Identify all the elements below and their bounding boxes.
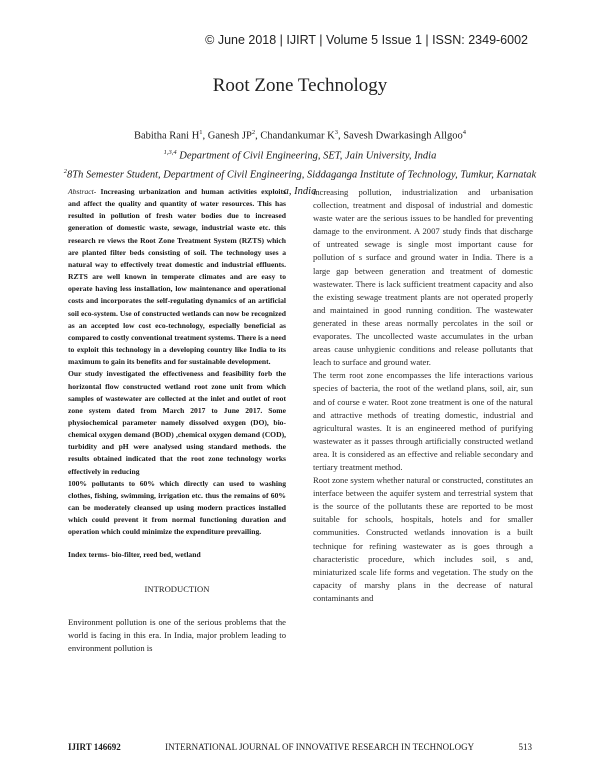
paper-title: Root Zone Technology (212, 75, 388, 96)
author-name: Savesh Dwarkasingh Allgoo (343, 130, 463, 142)
abstract-paragraph-1: Abstract- Increasing urbanization and human activities exploits and affect the quality and quantity of water resources. This has resulted in pollution of fresh water bodies due to increased generation of domestic waste, sewage, industrial waste etc. this research re views the Root Zone Treatment System (RZTS) which are planted filter beds consisting of soil. The technology uses a natural way to effectively treat domestic and industrial effluents. RZTS are well known in temperate climates and are easy to operate having less installation, low maintenance and operational costs and incorporates the self-regulating dynamics of an artificial soil eco-system. Use of constructed wetlands can now be recognized as an accepted low cost eco-technology, especially beneficial as compared to costly conventional treatment systems. There is a need to exploit this technology in a developing country like India to its maximum to gain its benefits and for sustainable development. (68, 187, 286, 367)
introduction-paragraph: Environment pollution is one of the serious problems that the world is facing in this era. In India, major problem leading to environment pollution is (68, 616, 286, 653)
abstract-paragraph-2: Our study investigated the effectiveness and feasibility forb the horizontal flow constructed wetland root zone unit from which samples of wastewater are collected at the inlet and outlet of root zone system dated from March 2017 to June 2017. Some physiochemical parameter namely dissolved oxygen (DO), bio-chemical oxygen demand (BOD) ,chemical oxygen demand (COD), turbidity and pH were analysed using standard methods. the results obtained indicated that the root zone technology works effectively in reducing (68, 369, 286, 476)
page-footer (68, 742, 532, 752)
body-paragraph-1: increasing pollution, industrialization and urbanisation collection, treatment and disposal of industrial and domestic waste water are the serious issues to be handled for preventing damage to the environment. A 2007 study finds that discharge of untreated sewage is single most important cause for pollution of s surface and ground water in India. There is a large gap between generation and treatment of domestic wastewater. There is lack sufficient treatment capacity and also the existing sewage treatment plants are not operated properly and maintained in good running condition. The wastewater generated in these areas normally percolates in the soil or evaporates. The uncollected waste accumulates in the urban areas cause unhygienic conditions and release pollutants that leach to surface and ground water. (313, 187, 533, 368)
author-name: Babitha Rani H (133, 130, 200, 142)
left-column (68, 186, 286, 655)
author-sup: 3 (334, 129, 338, 136)
author-name: Ganesh JP (207, 130, 252, 142)
index-terms: Index terms- bio-filter, reed bed, wetland (68, 549, 201, 559)
affiliation-1: $^{1,3,4}$ Department of Civil Engineering, SET, Jain University, India (163, 148, 437, 161)
body-paragraph-2: The term root zone encompasses the life interactions various species of bacteria, the root of the wetland plans, soil, air, sun and of course e water. Root zone treatment is one of the natural and attractive methods of treating domestic, industrial and agricultural wastes. It is an engineered method of purifying wastewater as it passes through artificially constructed wetland area. It is considered as an effective and reliable secondary and tertiary treatment method. (313, 370, 533, 472)
abstract-lead: Abstract- (68, 187, 97, 196)
author-sup: 1 (199, 129, 203, 136)
right-column (313, 186, 533, 605)
body-paragraph-3: Root zone system whether natural or constructed, constitutes an interface between the aquifer system and terrestrial system that is the source of the pollutants these are reported to be most suitable for schools, hospitals, hotels and for smaller communities. Constructed wetlands innovation is a built technique for refining wastewater as is goes through a characteristic procedure, which includes soil, s and, miniaturized scale life forms and vegetation. The study on the capacity of marshy plans in the decrease of natural contaminants and (313, 475, 533, 603)
footer-paper-id: IJIRT 146692 (68, 742, 121, 752)
abstract (68, 186, 286, 539)
abstract-paragraph-3: 100% pollutants to 60% which directly can used to washing clothes, fishing, swimming, irrigation etc. thus the remains of 60% can be moderately cleansed up using modern practices installed which could prevent it from normal functioning duration and operation which could minimize the expenditure prevailing. (68, 478, 286, 537)
affiliation-2: $^2$8Th Semester Student, Department of Civil Engineering, Siddaganga Institute of Technology, Tumkur, Karnatak a, India (63, 168, 537, 197)
author-sup: 2 (251, 129, 256, 136)
author-name: Chandankumar K (260, 130, 335, 142)
page-number: 513 (518, 742, 532, 752)
author-sup: 4 (462, 129, 467, 136)
author-list: Babitha Rani $H^1$, Ganesh $JP^2$, Chandankumar $K^3$, Savesh Dwarkasingh Allgoo$^4$ (133, 129, 467, 142)
footer-journal-name: INTERNATIONAL JOURNAL OF INNOVATIVE RESEARCH IN TECHNOLOGY (165, 742, 475, 752)
journal-header: © June 2018 | IJIRT | Volume 5 Issue 1 | ISSN: 2349-6002 (205, 33, 528, 47)
section-heading-introduction: INTRODUCTION (144, 583, 210, 594)
